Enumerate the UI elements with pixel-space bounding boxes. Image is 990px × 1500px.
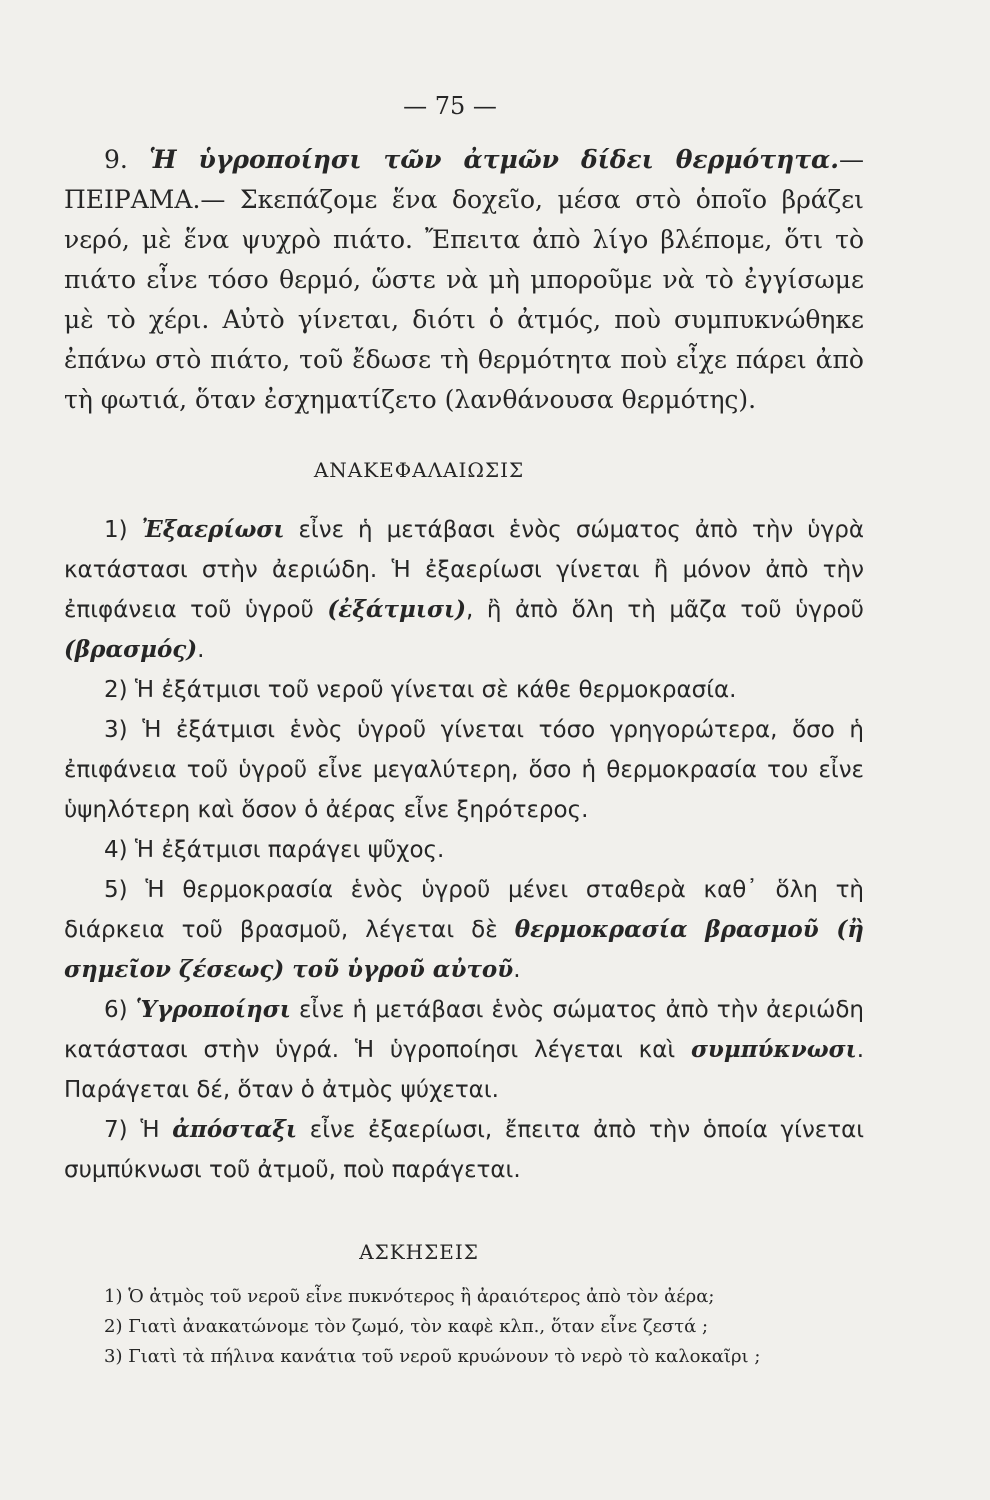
term-sympyknosi: συμπύκνωσι [690,1036,857,1063]
summary-heading: ΑΝΑΚΕΦΑΛΑΙΩΣΙΣ [313,458,525,482]
item-text: εἶνε ἡ μετάβασι ἑνὸς σώματος ἀπὸ τὴν ἀεριώδη κατάστασι στὴν ὑγρά. Ἡ ὑγροποίησι λέγεται καὶ [64,997,865,1063]
item-text: εἶνε ἡ μετάβασι ἑνὸς σώματος ἀπὸ τὴν ὑγρὰ κατάστασι στὴν ἀεριώδη. Ἡ ἐξαερίωσι γίνεται ἢ μόνον ἀπὸ τὴν ἐπιφάνεια τοῦ ὑγροῦ [64,517,864,623]
summary-item-1 [64,510,864,670]
summary-item-5 [64,870,864,990]
summary-item-7 [64,1110,864,1190]
intro-text: Σκεπάζομε ἕνα δοχεῖο, μέσα στὸ ὁποῖο βράζει νερό, μὲ ἕνα ψυχρὸ πιάτο. Ἔπειτα ἀπὸ λίγο βλέπομε, ὅτι τὸ πιάτο εἶνε τόσο θερμό, ὥστε νὰ μὴ μποροῦμε νὰ τὸ ἐγγίσωμε μὲ τὸ χέρι. Αὐτὸ γίνεται, διότι ὁ ἀτμός, ποὺ συμπυκνώθηκε ἐπάνω στὸ πιάτο, τοῦ ἔδωσε τὴ θερμότητα ποὺ εἶχε πάρει ἀπὸ τὴ φωτιά, ὅταν ἐσχηματίζετο (λανθάνουσα θερμότης). [64,185,864,414]
exercise-item: 3) Γιατὶ τὰ πήλινα κανάτια τοῦ νεροῦ κρυώνουν τὸ νερὸ τὸ καλοκαῖρι ; [104,1346,761,1367]
term-exatmisi: (ἐξάτμισι) [327,596,466,623]
term-distillation: ἀπόσταξι [172,1116,298,1143]
intro-title: Ἡ ὑγροποίησι τῶν ἀτμῶν δίδει θερμότητα. [149,145,839,174]
page-number: — 75 — [403,92,497,120]
item-number: 1) [104,517,128,543]
item-text: 5) Ἡ θερμοκρασία ἑνὸς ὑγροῦ μένει σταθερὰ καθ᾽ ὅλη τὴ διάρκεια τοῦ βρασμοῦ, λέγεται δὲ [64,877,864,943]
item-text: . Παράγεται δέ, ὅταν ὁ ἀτμὸς ψύχεται. [64,1037,865,1103]
item-text: , ἢ ἀπὸ ὅλη τὴ μᾶζα τοῦ ὑγροῦ [465,597,864,623]
item-number: 6) [104,997,128,1023]
term-boiling-point: θερμοκρασία βρασμοῦ (ἢ σημεῖον ζέσεως) τοῦ ὑγροῦ αὐτοῦ [64,916,864,983]
summary-item-2: 2) Ἡ ἐξάτμισι τοῦ νεροῦ γίνεται σὲ κάθε θερμοκρασία. [104,677,737,703]
item-text: . [513,957,521,983]
intro-paragraph [64,140,864,420]
intro-number: 9. [104,145,128,174]
exercises-section [64,1282,864,1372]
summary-item-6 [64,990,864,1110]
exercises-heading: ΑΣΚΗΣΕΙΣ [359,1240,479,1264]
item-text: . [197,637,205,663]
term-condensation: Ὑγροποίησι [135,996,291,1023]
summary-item-4: 4) Ἡ ἐξάτμισι παράγει ψῦχος. [104,837,445,863]
exercise-item: 2) Γιατὶ ἀνακατώνομε τὸν ζωμό, τὸν καφὲ κλπ., ὅταν εἶνε ζεστά ; [104,1316,709,1337]
experiment-label: — ΠΕΙΡΑΜΑ.— [64,145,864,214]
summary-item-3: 3) Ἡ ἐξάτμισι ἑνὸς ὑγροῦ γίνεται τόσο γρηγορώτερα, ὅσο ἡ ἐπιφάνεια τοῦ ὑγροῦ εἶνε μεγαλύτερη, ὅσο ἡ θερμοκρασία του εἶνε ὑψηλότερη καὶ ὅσον ὁ ἀέρας εἶνε ξηρότερος. [64,717,864,823]
item-number: 7) Ἡ [104,1117,160,1143]
term-evaporation: Ἐξαερίωσι [141,516,285,543]
page-body [64,140,864,1372]
exercise-item: 1) Ὁ ἀτμὸς τοῦ νεροῦ εἶνε πυκνότερος ἢ ἀραιότερος ἀπὸ τὸν ἀέρα; [104,1286,715,1307]
summary-section [64,510,864,1190]
term-boiling: (βρασμός) [64,636,198,663]
item-text: εἶνε ἐξαερίωσι, ἔπειτα ἀπὸ τὴν ὁποία γίνεται συμπύκνωσι τοῦ ἀτμοῦ, ποὺ παράγεται. [64,1117,865,1183]
